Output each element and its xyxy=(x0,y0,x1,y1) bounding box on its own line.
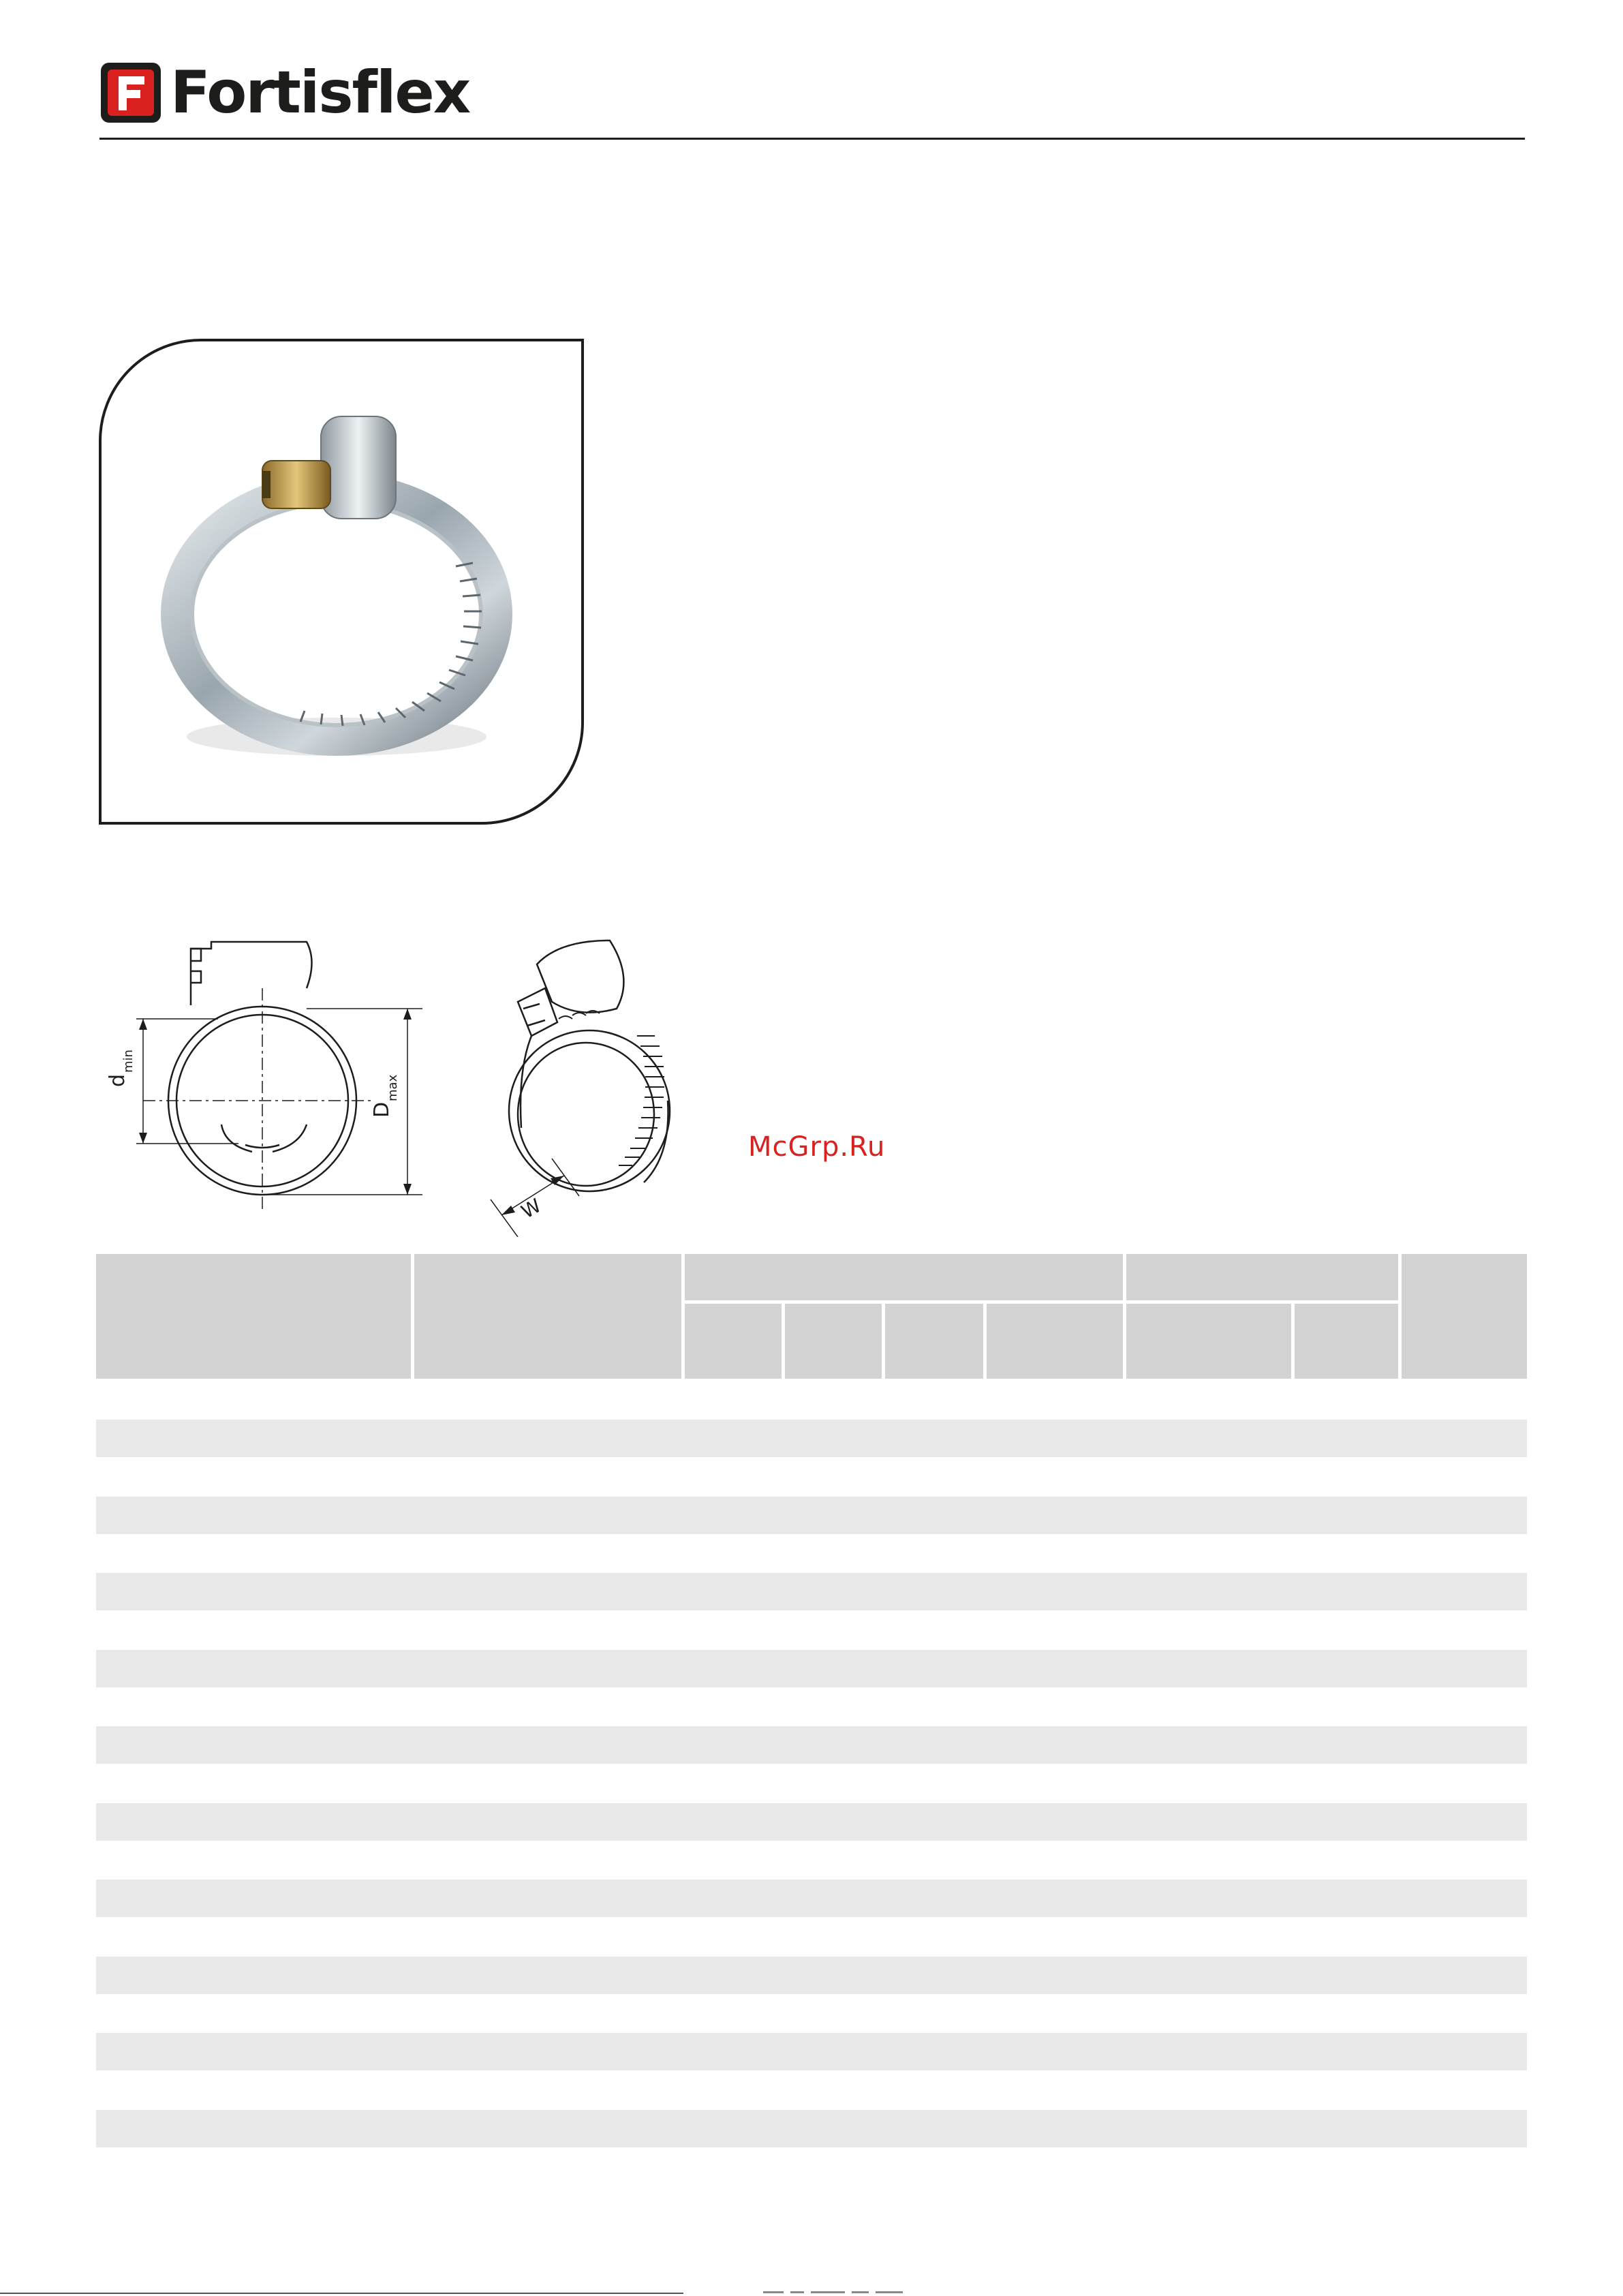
footer-divider xyxy=(0,2293,683,2294)
watermark-text: McGrp.Ru xyxy=(748,1131,886,1163)
label-d-min: d xyxy=(106,1073,129,1087)
clamp-isometric-drawing xyxy=(477,923,695,1237)
table-header-col-2 xyxy=(414,1254,681,1379)
table-row xyxy=(96,1420,1527,1457)
table-row xyxy=(96,2110,1527,2147)
table-row xyxy=(96,1689,1527,1726)
table-row xyxy=(96,1803,1527,1841)
label-w: W xyxy=(517,1194,545,1223)
table-row xyxy=(96,1458,1527,1496)
table-header-sub-4 xyxy=(987,1304,1123,1379)
brand-name: Fortisflex xyxy=(170,59,470,127)
table-row xyxy=(96,1918,1527,1956)
table-header-sub-6 xyxy=(1295,1304,1398,1379)
hose-clamp-photo xyxy=(102,341,584,825)
table-header-group-2 xyxy=(1126,1254,1398,1300)
table-header-sub-3 xyxy=(885,1304,983,1379)
label-D-max: D xyxy=(370,1101,394,1118)
clamp-front-view-drawing xyxy=(102,934,457,1220)
label-d-min-sub: min xyxy=(121,1050,136,1073)
table-header-col-1 xyxy=(96,1254,411,1379)
table-row xyxy=(96,1497,1527,1534)
brand-logo xyxy=(99,60,469,125)
table-header-col-last xyxy=(1402,1254,1527,1379)
table-header-sub-2 xyxy=(785,1304,882,1379)
product-photo-frame xyxy=(99,339,584,825)
footer-text-fragment xyxy=(763,2289,940,2294)
table-row xyxy=(96,1612,1527,1649)
table-row xyxy=(96,1382,1527,1420)
header-divider xyxy=(99,138,1525,140)
table-row xyxy=(96,1957,1527,1994)
label-D-max-sub: max xyxy=(386,1074,400,1101)
table-row xyxy=(96,1880,1527,1917)
table-row xyxy=(96,1842,1527,1880)
table-row xyxy=(96,1650,1527,1687)
table-row xyxy=(96,1535,1527,1573)
table-row xyxy=(96,1573,1527,1610)
spec-table xyxy=(96,1254,1527,2149)
table-row xyxy=(96,2033,1527,2070)
table-header-sub-1 xyxy=(685,1304,782,1379)
table-header-group-1 xyxy=(685,1254,1123,1300)
fortisflex-logo-icon xyxy=(99,61,162,124)
table-header-sub-5 xyxy=(1126,1304,1291,1379)
table-row xyxy=(96,1765,1527,1803)
table-row xyxy=(96,1995,1527,2033)
table-row xyxy=(96,1726,1527,1764)
table-row xyxy=(96,2072,1527,2109)
